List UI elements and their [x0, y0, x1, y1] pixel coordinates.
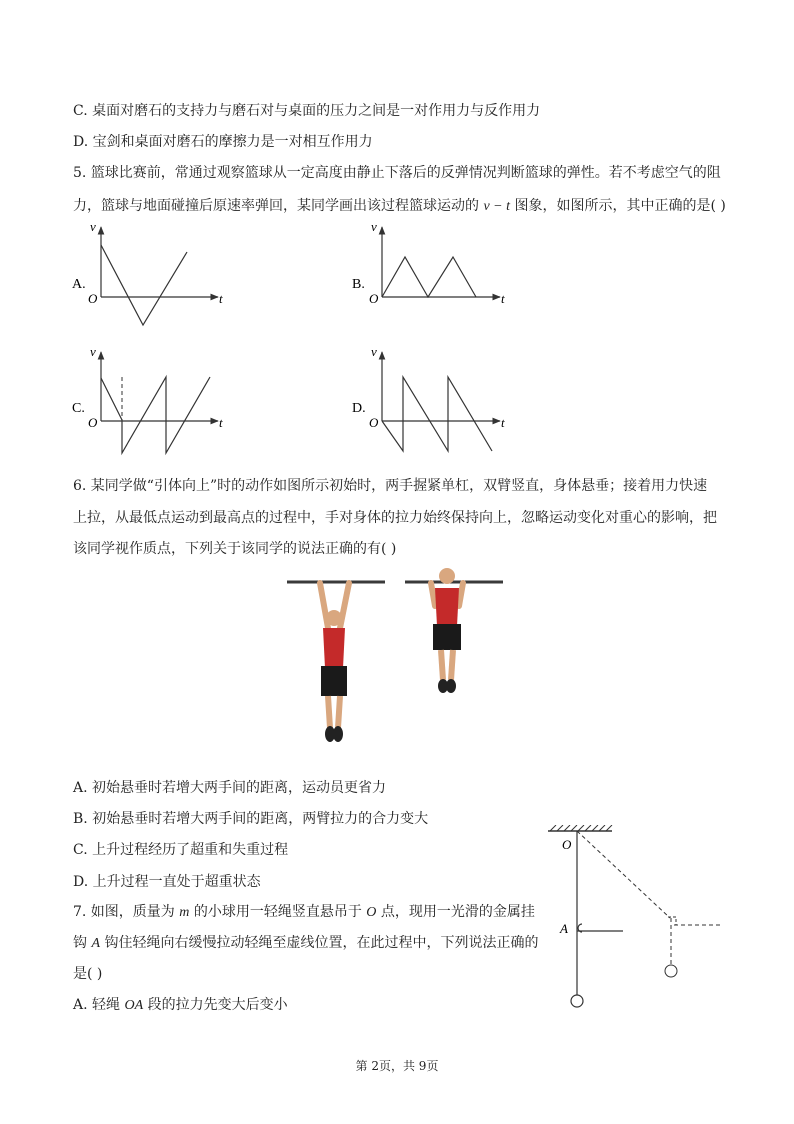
- q7-option-a-text-end: 段的拉力先变大后变小: [147, 997, 288, 1013]
- option-b-label: B.: [352, 277, 365, 292]
- q6-option-a: A. 初始悬垂时若增大两手间的距离，运动员更省力: [73, 780, 387, 796]
- graph-c-t-label: t: [219, 415, 223, 430]
- graph-d-t-label: t: [501, 415, 505, 430]
- q6-stem-line1: 6. 某同学做“引体向上”时的动作如图所示初始时，两手握紧单杠，双臂竖直，身体悬垂；接着用力快速: [73, 478, 708, 494]
- ceiling: [548, 825, 612, 831]
- graph-c: [72, 344, 223, 453]
- q7-stem-line2: [73, 933, 538, 954]
- point-a-label: A: [560, 921, 568, 936]
- q7-oa-symbol: OA: [124, 998, 144, 1013]
- q7-stem-text-mid: 的小球用一轻绳竖直悬吊于: [193, 904, 362, 920]
- graph-a-t-label: t: [219, 291, 223, 306]
- q5-stem-text: 力，篮球与地面碰撞后原速率弹回，某同学画出该过程篮球运动的: [73, 198, 479, 214]
- q7-stem-text-2: 钩: [73, 935, 87, 951]
- q7-a-symbol: A: [91, 936, 101, 951]
- graph-c-origin: O: [88, 415, 98, 430]
- graph-a-origin: O: [88, 291, 98, 306]
- q6-stem-line3: 该同学视作质点，下列关于该同学的说法正确的有( ): [73, 541, 397, 557]
- q7-o-symbol: O: [366, 905, 377, 920]
- graph-b-origin: O: [369, 291, 379, 306]
- q7-pendulum-figure: [540, 825, 740, 1025]
- q5-stem-line1: 5. 篮球比赛前，常通过观察篮球从一定高度由静止下落后的反弹情况判断篮球的弹性。若不考虑空气的阻: [73, 165, 721, 181]
- q5-stem-text-end: 图象，如图所示，其中正确的是( ): [514, 198, 726, 214]
- q7-option-a: [73, 995, 288, 1016]
- q5-vt-symbol: v − t: [483, 199, 511, 214]
- q7-option-a-text: A. 轻绳: [73, 997, 121, 1013]
- q7-stem-line1: [73, 902, 535, 923]
- q7-stem-line3: 是( ): [73, 966, 103, 982]
- q7-stem-text-2-end: 钩住轻绳向右缓慢拉动轻绳至虚线位置，在此过程中，下列说法正确的: [104, 935, 539, 951]
- q4-option-d: D. 宝剑和桌面对磨石的摩擦力是一对相互作用力: [73, 134, 373, 150]
- graph-b-v-label: v: [371, 219, 377, 234]
- point-o-label: O: [562, 837, 572, 852]
- graph-b-t-label: t: [501, 291, 505, 306]
- option-c-label: C.: [72, 401, 85, 416]
- pull-up-illustration: [285, 568, 515, 748]
- q4-option-c: C. 桌面对磨石的支持力与磨石对与桌面的压力之间是一对作用力与反作用力: [73, 103, 541, 119]
- graph-d-v-label: v: [371, 344, 377, 359]
- q6-option-b: B. 初始悬垂时若增大两手间的距离，两臂拉力的合力变大: [73, 811, 429, 827]
- graph-d: [352, 344, 505, 451]
- option-a-label: A.: [72, 277, 86, 292]
- q5-stem-line2: [73, 196, 726, 217]
- graph-a-v-label: v: [90, 219, 96, 234]
- graph-c-v-label: v: [90, 344, 96, 359]
- ball: [571, 995, 583, 1007]
- graph-b: [352, 219, 505, 306]
- q6-option-c: C. 上升过程经历了超重和失重过程: [73, 842, 289, 858]
- page-footer: 第 2页，共 9页: [355, 1059, 439, 1073]
- ball-dashed: [665, 965, 677, 977]
- graph-a: [72, 219, 223, 325]
- q6-stem-line2: 上拉，从最低点运动到最高点的过程中，手对身体的拉力始终保持向上，忽略运动变化对重心的影响，把: [73, 510, 717, 526]
- option-d-label: D.: [352, 401, 366, 416]
- q7-stem-text: 7. 如图，质量为: [73, 904, 175, 920]
- q6-option-d: D. 上升过程一直处于超重状态: [73, 874, 261, 890]
- pull-up-hanging-figure: [287, 582, 385, 742]
- pull-up-top-figure: [405, 568, 503, 693]
- graph-d-origin: O: [369, 415, 379, 430]
- q7-m-symbol: m: [179, 905, 190, 920]
- q7-stem-text-end: 点，现用一光滑的金属挂: [380, 904, 535, 920]
